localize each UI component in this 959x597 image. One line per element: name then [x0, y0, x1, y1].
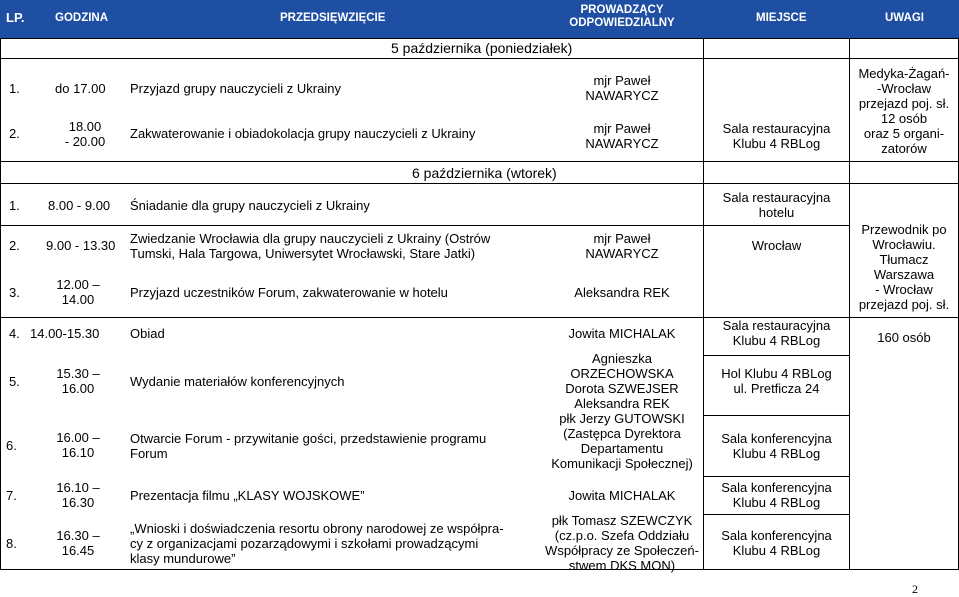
row-d7-lp: 7.: [6, 488, 17, 503]
row-d1-place: Sala restauracyjna hotelu: [722, 190, 831, 220]
row-d2-responsible: mjr Paweł NAWARYCZ: [585, 231, 659, 261]
row-d8-place: Sala konferencyjna Klubu 4 RBLog: [721, 528, 832, 558]
header-godzina: GODZINA: [55, 12, 109, 24]
page-number: 2: [912, 582, 918, 596]
row-d4-time: 14.00-15.30: [30, 326, 100, 341]
row-d3-responsible: Aleksandra REK: [574, 285, 670, 300]
table-header: [0, 0, 959, 38]
notes-tour: Przewodnik po Wrocławiu. Tłumacz Warszawa - Wrocław przejazd poj. sł.: [858, 222, 950, 312]
row-2-place: Sala restauracyjna Klubu 4 RBLog: [722, 121, 831, 151]
row-d3-event: Przyjazd uczestników Forum, zakwaterowanie w hotelu: [130, 285, 448, 300]
row-d7-time: 16.10 – 16.30: [56, 480, 100, 510]
row-1-time: do 17.00: [55, 81, 106, 96]
day-heading-2: 6 października (wtorek): [412, 165, 557, 181]
row-d6-lp: 6.: [6, 438, 17, 453]
row-d2-place: Wrocław: [751, 238, 802, 253]
row-d1-time: 8.00 - 9.00: [48, 198, 111, 213]
row-1-responsible: mjr Paweł NAWARYCZ: [585, 73, 659, 103]
row-d5-lp: 5.: [9, 374, 20, 389]
notes-arrival: Medyka-Żagań- -Wrocław przejazd poj. sł. 12 osób oraz 5 organi- zatorów: [858, 66, 950, 156]
row-d8-responsible: płk Tomasz SZEWCZYK (cz.p.o. Szefa Oddziału Współpracy ze Społeczeń- stwem DKS MON): [545, 513, 699, 573]
header-miejsce: MIEJSCE: [756, 12, 807, 24]
row-d8-time: 16.30 – 16.45: [56, 528, 100, 558]
row-d5-place: Hol Klubu 4 RBLog ul. Pretficza 24: [721, 366, 832, 396]
row-d1-event: Śniadanie dla grupy nauczycieli z Ukrainy: [130, 198, 370, 213]
row-d7-responsible: Jowita MICHALAK: [568, 488, 676, 503]
day-heading-1: 5 października (poniedziałek): [391, 40, 573, 56]
row-d4-lp: 4.: [9, 326, 20, 341]
header-lp: LP.: [6, 10, 25, 25]
rows-5-6-responsible: Agnieszka ORZECHOWSKA Dorota SZWEJSER Aleksandra REK płk Jerzy GUTOWSKI (Zastępca Dyrektora Departamentu Komunikacji Społecznej): [551, 351, 693, 471]
row-1-lp: 1.: [9, 81, 20, 96]
row-d8-event: „Wnioski i doświadczenia resortu obrony narodowej ze współpra- cy z organizacjami pozarządowymi i szkołami prowadzącymi klasy mundurowe”: [130, 521, 504, 566]
row-d6-event: Otwarcie Forum - przywitanie gości, przedstawienie programu Forum: [130, 431, 487, 461]
row-d4-note: 160 osób: [877, 330, 931, 345]
row-d1-lp: 1.: [9, 198, 20, 213]
row-2-responsible: mjr Paweł NAWARYCZ: [585, 121, 659, 151]
row-2-event: Zakwaterowanie i obiadokolacja grupy nauczycieli z Ukrainy: [130, 126, 476, 141]
row-d3-time: 12.00 – 14.00: [56, 277, 100, 307]
header-prowadzacy: PROWADZĄCY ODPOWIEDZIALNY: [569, 4, 675, 29]
row-d7-event: Prezentacja filmu „KLASY WOJSKOWE”: [130, 488, 365, 503]
row-d5-time: 15.30 – 16.00: [56, 366, 100, 396]
row-d6-time: 16.00 – 16.10: [56, 430, 100, 460]
row-d7-place: Sala konferencyjna Klubu 4 RBLog: [721, 480, 832, 510]
row-2-time: 18.00 - 20.00: [64, 119, 106, 149]
row-d4-place: Sala restauracyjna Klubu 4 RBLog: [722, 318, 831, 348]
row-d2-time: 9.00 - 13.30: [46, 238, 116, 253]
row-d8-lp: 8.: [6, 536, 17, 551]
row-d4-responsible: Jowita MICHALAK: [568, 326, 676, 341]
header-przedsiewziecie: PRZEDSIĘWZIĘCIE: [280, 12, 386, 24]
row-d2-event: Zwiedzanie Wrocławia dla grupy nauczycieli z Ukrainy (Ostrów Tumski, Hala Targowa, Uniwersytet Wrocławski, Stare Jatki): [130, 231, 491, 261]
header-uwagi: UWAGI: [885, 12, 924, 24]
row-d6-place: Sala konferencyjna Klubu 4 RBLog: [721, 431, 832, 461]
row-2-lp: 2.: [9, 126, 20, 141]
row-d3-lp: 3.: [9, 285, 20, 300]
row-d2-lp: 2.: [9, 238, 20, 253]
row-1-event: Przyjazd grupy nauczycieli z Ukrainy: [130, 81, 341, 96]
row-d4-event: Obiad: [130, 326, 165, 341]
row-d5-event: Wydanie materiałów konferencyjnych: [130, 374, 345, 389]
